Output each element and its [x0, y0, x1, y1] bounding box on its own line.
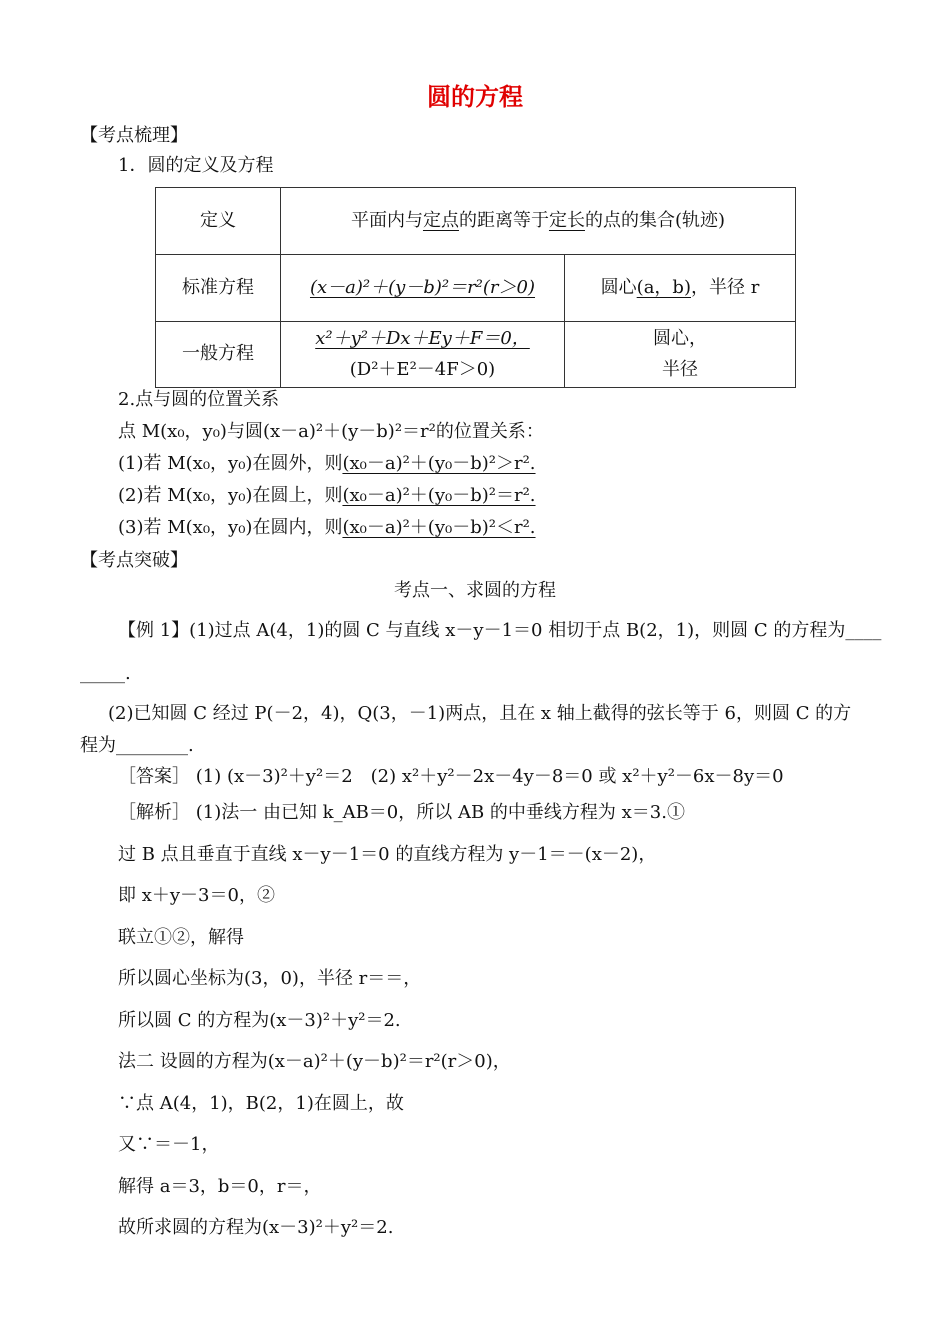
cell-text: 的点的集合(轨迹): [584, 209, 726, 231]
cell-text: 半径: [662, 358, 698, 380]
analysis-line: 过 B 点且垂直于直线 x－y－1＝0 的直线方程为 y－1＝－(x－2)，: [118, 844, 657, 865]
analysis: ［解析］ (1)法一 由已知 k_AB＝0，所以 AB 的中垂线方程为 x＝3.①: [118, 802, 685, 823]
table-row: [156, 322, 796, 388]
table-cell: 定义: [156, 188, 281, 255]
cell-text: (D²＋E²－4F＞0): [349, 358, 496, 380]
table-row: [156, 255, 796, 322]
analysis-line: 即 x＋y－3＝0，②: [118, 885, 275, 906]
example-question: 【例 1】(1)过点 A(4，1)的圆 C 与直线 x－y－1＝0 相切于点 B(2，1)，则圆 C 的方程为____: [118, 620, 882, 641]
fill-answer: (a，b): [636, 276, 691, 298]
section-heading-review: 【考点梳理】: [80, 125, 188, 146]
table-cell: 一般方程: [156, 322, 281, 388]
analysis-line: 所以圆 C 的方程为(x－3)²＋y²＝2.: [118, 1010, 401, 1031]
fill-answer: (x₀－a)²＋(y₀－b)²＜r².: [342, 517, 536, 538]
item-heading-definition: 1．圆的定义及方程: [118, 155, 274, 176]
fill-answer: 定长: [548, 209, 585, 231]
fill-answer: (x－a)²＋(y－b)²＝r²(r＞0): [309, 276, 536, 298]
table-cell: [281, 255, 565, 322]
answer: ［答案］ (1) (x－3)²＋y²＝2 (2) x²＋y²－2x－4y－8＝0 或 x²＋y²－6x－8y＝0: [118, 766, 784, 787]
cell-text: 平面内与: [350, 209, 423, 231]
paragraph: [118, 519, 536, 537]
cell-text: 圆心，: [653, 327, 707, 349]
item-heading-position: 2.点与圆的位置关系: [118, 389, 280, 410]
table-cell: 标准方程: [156, 255, 281, 322]
fill-answer: (x₀－a)²＋(y₀－b)²＝r².: [342, 485, 536, 506]
table-row: [156, 188, 796, 255]
section-heading-breakthrough: 【考点突破】: [80, 550, 188, 571]
subsection-heading: 考点一、求圆的方程: [394, 580, 556, 601]
example-question-cont: 程为________.: [80, 735, 194, 756]
fill-answer: x²＋y²＋Dx＋Ey＋F＝0，: [315, 327, 530, 349]
text: (3)若 M(x₀，y₀)在圆内，则: [118, 517, 343, 538]
analysis-line: 又∵＝－1，: [118, 1134, 220, 1155]
table-cell: [565, 322, 796, 388]
analysis-line: 所以圆心坐标为(3，0)，半径 r＝＝，: [118, 968, 422, 989]
cell-text: ，半径 r: [690, 276, 760, 298]
fill-answer: (x₀－a)²＋(y₀－b)²＞r².: [342, 453, 536, 474]
analysis-line: ∵点 A(4，1)，B(2，1)在圆上，故: [118, 1093, 404, 1114]
table-cell: [281, 188, 796, 255]
paragraph: [118, 487, 536, 505]
example-question-cont: _____.: [80, 663, 131, 684]
analysis-line: 解得 a＝3，b＝0，r＝，: [118, 1176, 322, 1197]
fill-answer: 定点: [422, 209, 459, 231]
analysis-line: 故所求圆的方程为(x－3)²＋y²＝2.: [118, 1217, 394, 1238]
table-cell: [565, 255, 796, 322]
table-cell: [281, 322, 565, 388]
cell-text: 的距离等于: [458, 209, 549, 231]
cell-text: 圆心: [600, 276, 637, 298]
page-title: 圆的方程: [427, 82, 523, 111]
analysis-line: 联立①②，解得: [118, 927, 244, 948]
definition-table: [155, 187, 796, 388]
paragraph: 点 M(x₀，y₀)与圆(x－a)²＋(y－b)²＝r²的位置关系：: [118, 421, 544, 442]
text: (1)若 M(x₀，y₀)在圆外，则: [118, 453, 343, 474]
example-question: (2)已知圆 C 经过 P(－2，4)，Q(3，－1)两点，且在 x 轴上截得的弦长等于 6，则圆 C 的方: [108, 703, 852, 724]
paragraph: [118, 455, 536, 473]
analysis-line: 法二 设圆的方程为(x－a)²＋(y－b)²＝r²(r＞0)，: [118, 1051, 511, 1072]
text: (2)若 M(x₀，y₀)在圆上，则: [118, 485, 343, 506]
